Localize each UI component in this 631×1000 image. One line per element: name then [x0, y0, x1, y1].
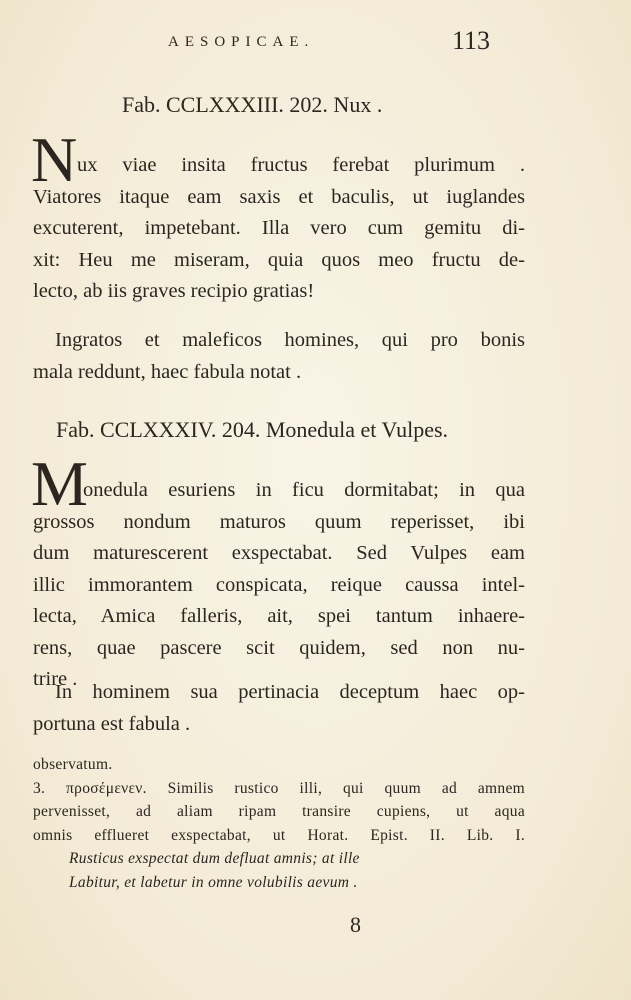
fable-2-line: trire .	[33, 668, 78, 690]
fable-1-line: excuterent, impetebant. Illa vero cum gemitu di-	[33, 217, 525, 239]
fable-2-line: lecta, Amica falleris, ait, spei tantum inhaere-	[33, 605, 525, 627]
fable-2-line: illic immorantem conspicata, reique caussa intel-	[33, 573, 525, 596]
footnote-quote-line: Rusticus exspectat dum defluat amnis; at ille	[69, 850, 360, 867]
fable-2-drop-cap: M	[31, 448, 88, 519]
footnote-quote-line: Labitur, et labetur in omne volubilis aevum .	[69, 873, 358, 891]
fable-2-moral	[33, 677, 525, 740]
fable-1-line: xit: Heu me miseram, quia quos meo fructu de-	[33, 248, 525, 271]
page-number: 113	[452, 26, 491, 55]
fable-2-line: grossos nondum maturos quum reperisset, ibi	[33, 510, 525, 533]
fable-2-moral-line: portuna est fabula .	[33, 712, 191, 735]
fable-1-drop-cap: N	[31, 124, 78, 195]
running-head: AESOPICAE.	[168, 34, 315, 50]
footnote-line: pervenisset, ad aliam ripam transire cupiens, ut aqua	[33, 803, 525, 820]
fable-1-title: Fab. CCLXXXIII. 202. Nux .	[122, 92, 383, 117]
fable-2-moral-line: In hominem sua pertinacia deceptum haec op-	[55, 681, 525, 703]
fable-1-moral-line: mala reddunt, haec fabula notat .	[33, 360, 302, 383]
fable-2-line: dum maturescerent exspectabat. Sed Vulpes eam	[33, 542, 525, 564]
footnote-line: 3. προσέμενεν. Similis rustico illi, qui quum ad amnem	[33, 779, 525, 797]
fable-1-body	[33, 150, 525, 308]
footnote-line: omnis efflueret exspectabat, ut Horat. Epist. II. Lib. I.	[33, 826, 525, 844]
fable-1-moral	[33, 325, 525, 388]
fable-1-line: ux viae insita fructus ferebat plurimum .	[77, 154, 525, 176]
fable-1-line: lecto, ab iis graves recipio gratias!	[33, 280, 315, 302]
footnote-heading: observatum.	[33, 756, 113, 773]
fable-2-line: onedula esuriens in ficu dormitabat; in qua	[83, 479, 525, 501]
signature-mark: 8	[350, 912, 361, 937]
fable-2-title: Fab. CCLXXXIV. 204. Monedula et Vulpes.	[56, 417, 449, 442]
fable-1-moral-line: Ingratos et maleficos homines, qui pro bonis	[55, 329, 525, 351]
fable-2-body	[33, 475, 525, 696]
fable-2-line: rens, quae pascere scit quidem, sed non nu-	[33, 636, 525, 659]
fable-1-line: Viatores itaque eam saxis et baculis, ut iuglandes	[33, 185, 525, 208]
footnotes	[33, 753, 525, 894]
